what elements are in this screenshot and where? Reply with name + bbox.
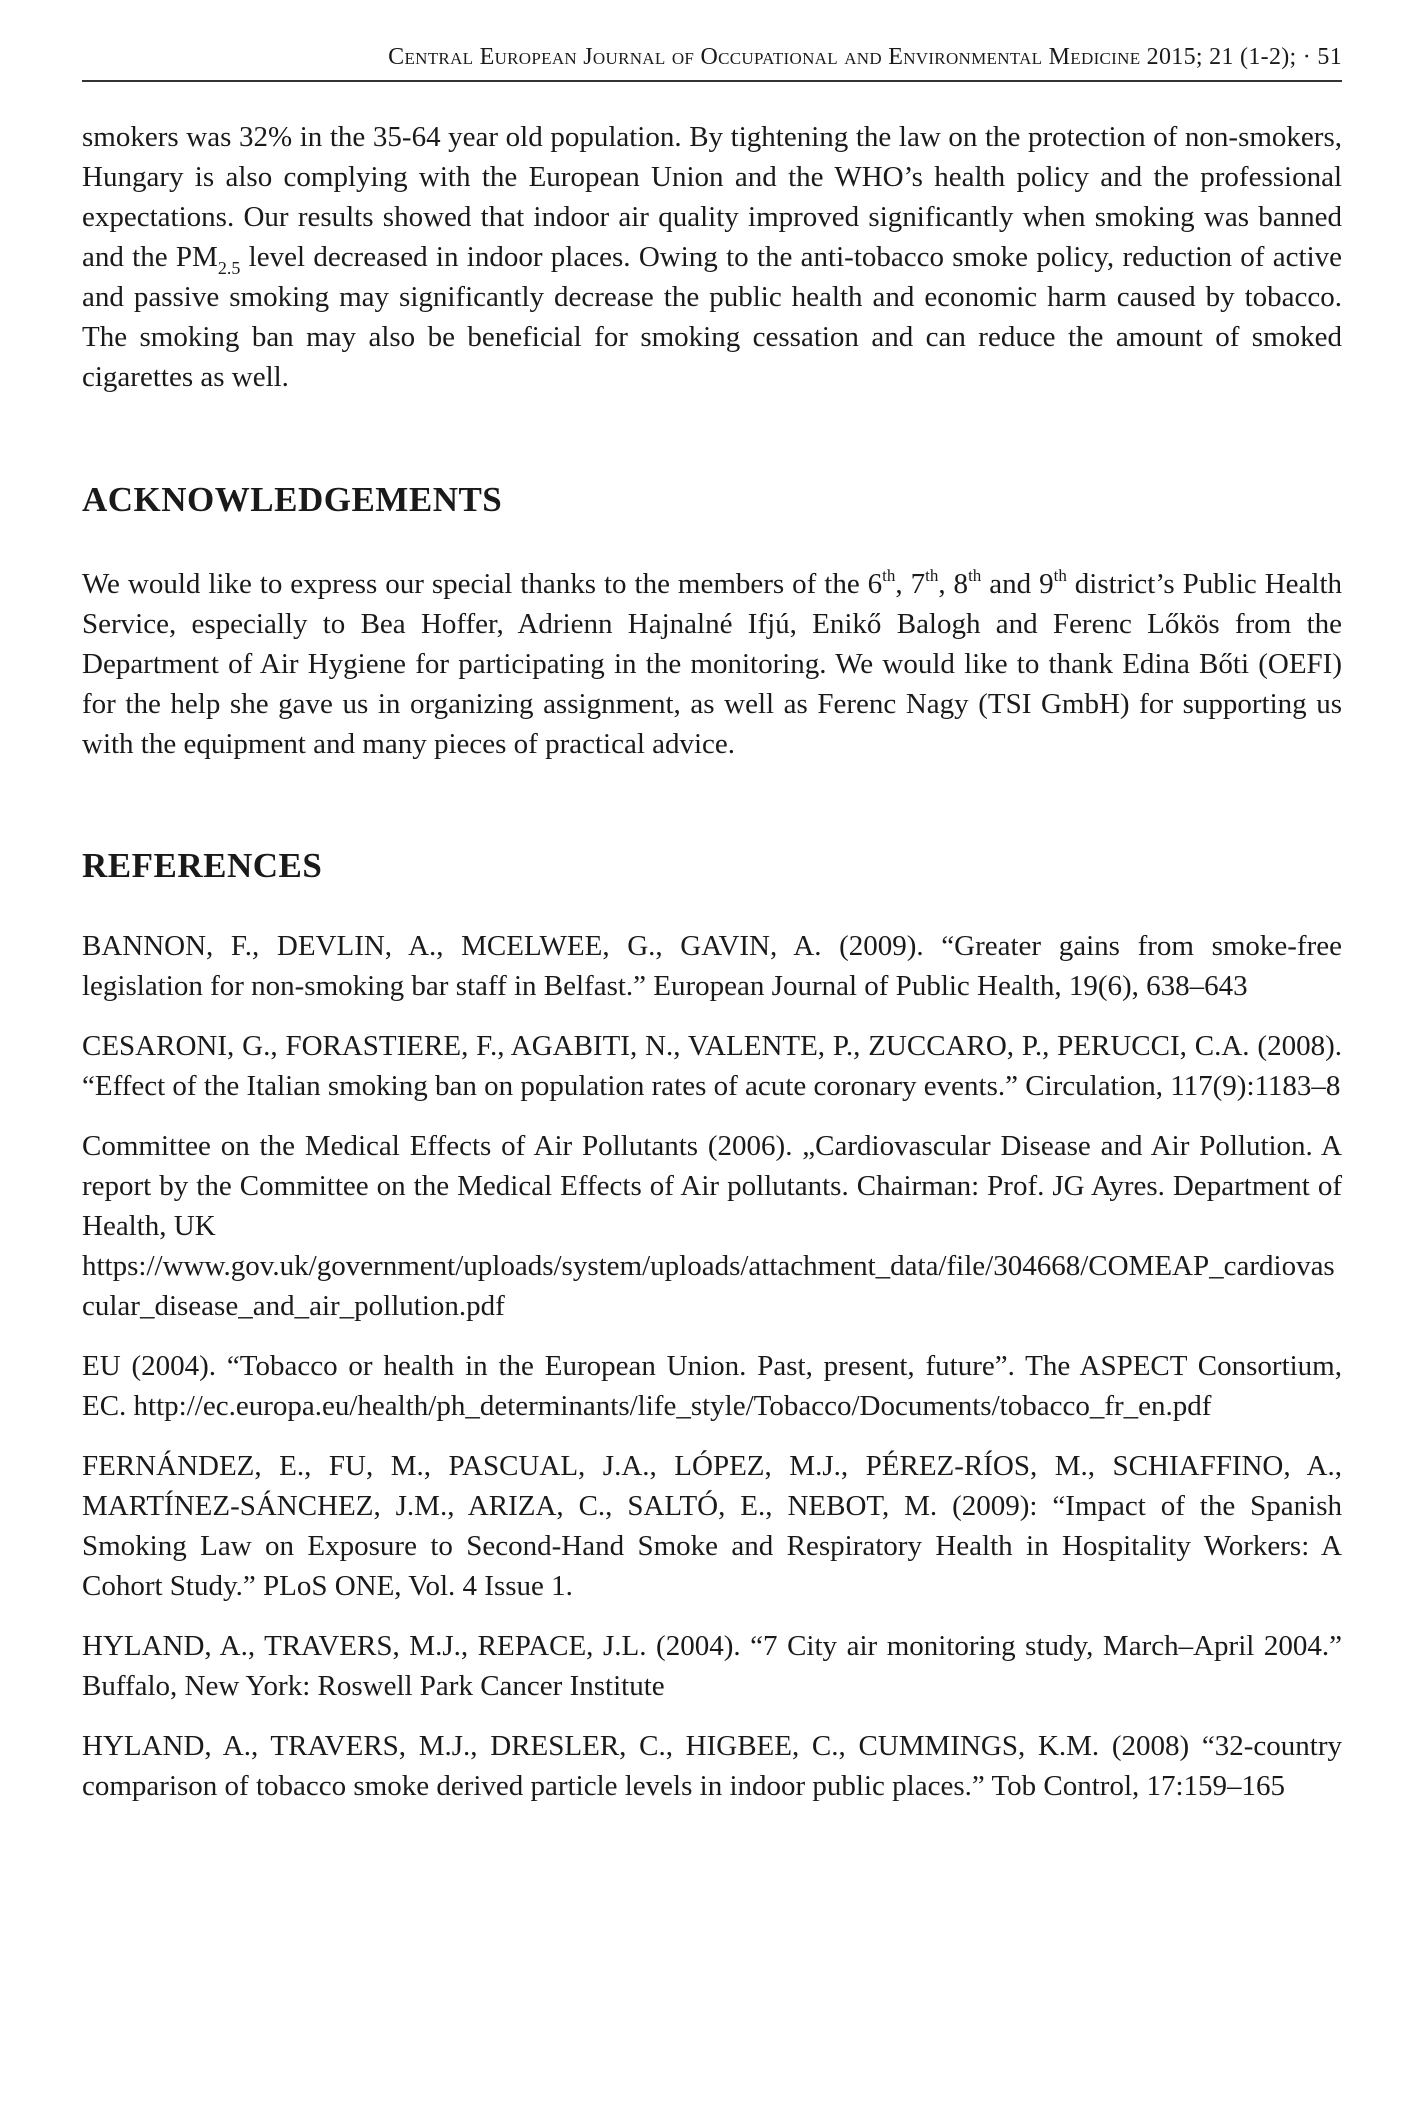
- reference-item: HYLAND, A., TRAVERS, M.J., REPACE, J.L. (2004). “7 City air monitoring study, March–April 2004.” Buffalo, New York: Roswell Park Cancer Institute: [82, 1630, 1342, 1702]
- ack-seg-1: We would like to express our special thanks to the members of the 6: [82, 568, 883, 600]
- acknowledgements-paragraph: [82, 564, 1342, 764]
- reference-url[interactable]: https://www.gov.uk/government/uploads/system/uploads/attachment_data/file/304668/COMEAP_cardiovascular_disease_and_air_pollution.pdf: [82, 1250, 1335, 1322]
- intro-text-part1: smokers was 32% in the 35-64 year old population. By tightening the law on the protection of non-smokers, Hungary is also complying with the European Union and the WHO’s health policy and the professional expectations. Our results showed that indoor air quality improved significantly when smoking was banned and the PM: [82, 121, 1342, 273]
- references-list: [82, 926, 1342, 1826]
- ack-sup-2: th: [925, 566, 939, 585]
- intro-paragraph: [82, 117, 1342, 397]
- reference-item: [82, 1126, 1342, 1326]
- ack-seg-5: district’s Public Health Service, especially to Bea Hoffer, Adrienn Hajnalné Ifjú, Enikő Balogh and Ferenc Lőkös from the Department of Air Hygiene for participating in the monitoring. We would like to thank Edina Bőti (OEFI) for the help she gave us in organizing assignment, as well as Ferenc Nagy (TSI GmbH) for supporting us with the equipment and many pieces of practical advice.: [82, 568, 1343, 760]
- ack-seg-3: , 8: [938, 568, 969, 600]
- ack-seg-4: and 9: [981, 568, 1054, 600]
- header-rule: [82, 80, 1342, 82]
- ack-sup-3: th: [968, 566, 982, 585]
- ack-seg-2: , 7: [895, 568, 926, 600]
- running-header: Central European Journal of Occupational and Environmental Medicine 2015; 21 (1-2); · 51: [388, 44, 1342, 70]
- acknowledgements-heading: ACKNOWLEDGEMENTS: [82, 480, 503, 519]
- reference-text: Committee on the Medical Effects of Air Pollutants (2006). „Cardiovascular Disease and Air Pollution. A report by the Committee on the Medical Effects of Air pollutants. Chairman: Prof. JG Ayres. Department of Health, UK: [82, 1130, 1342, 1242]
- pm-subscript: 2.5: [217, 258, 241, 278]
- ack-sup-1: th: [882, 566, 896, 585]
- intro-text-part2: level decreased in indoor places. Owing to the anti-tobacco smoke policy, reduction of active and passive smoking may significantly decrease the public health and economic harm caused by tobacco. The smoking ban may also be beneficial for smoking cessation and can reduce the amount of smoked cigarettes as well.: [82, 241, 1342, 393]
- references-heading: REFERENCES: [82, 846, 323, 885]
- reference-item: EU (2004). “Tobacco or health in the European Union. Past, present, future”. The ASPECT Consortium, EC. http://ec.europa.eu/health/ph_determinants/life_style/Tobacco/Documents/tobacco_fr_en.pdf: [82, 1350, 1342, 1422]
- reference-item: FERNÁNDEZ, E., FU, M., PASCUAL, J.A., LÓPEZ, M.J., PÉREZ-RÍOS, M., SCHIAFFINO, A., MARTÍNEZ-SÁNCHEZ, J.M., ARIZA, C., SALTÓ, E., NEBOT, M. (2009): “Impact of the Spanish Smoking Law on Exposure to Second-Hand Smoke and Respiratory Health in Hospitality Workers: A Cohort Study.” PLoS ONE, Vol. 4 Issue 1.: [82, 1450, 1342, 1602]
- reference-item: HYLAND, A., TRAVERS, M.J., DRESLER, C., HIGBEE, C., CUMMINGS, K.M. (2008) “32-country comparison of tobacco smoke derived particle levels in indoor public places.” Tob Control, 17:159–165: [82, 1730, 1342, 1802]
- ack-sup-4: th: [1053, 566, 1067, 585]
- reference-item: CESARONI, G., FORASTIERE, F., AGABITI, N., VALENTE, P., ZUCCARO, P., PERUCCI, C.A. (2008). “Effect of the Italian smoking ban on population rates of acute coronary events.” Circulation, 117(9):1183–8: [82, 1030, 1342, 1102]
- reference-item: BANNON, F., DEVLIN, A., MCELWEE, G., GAVIN, A. (2009). “Greater gains from smoke-free legislation for non-smoking bar staff in Belfast.” European Journal of Public Health, 19(6), 638–643: [82, 930, 1342, 1002]
